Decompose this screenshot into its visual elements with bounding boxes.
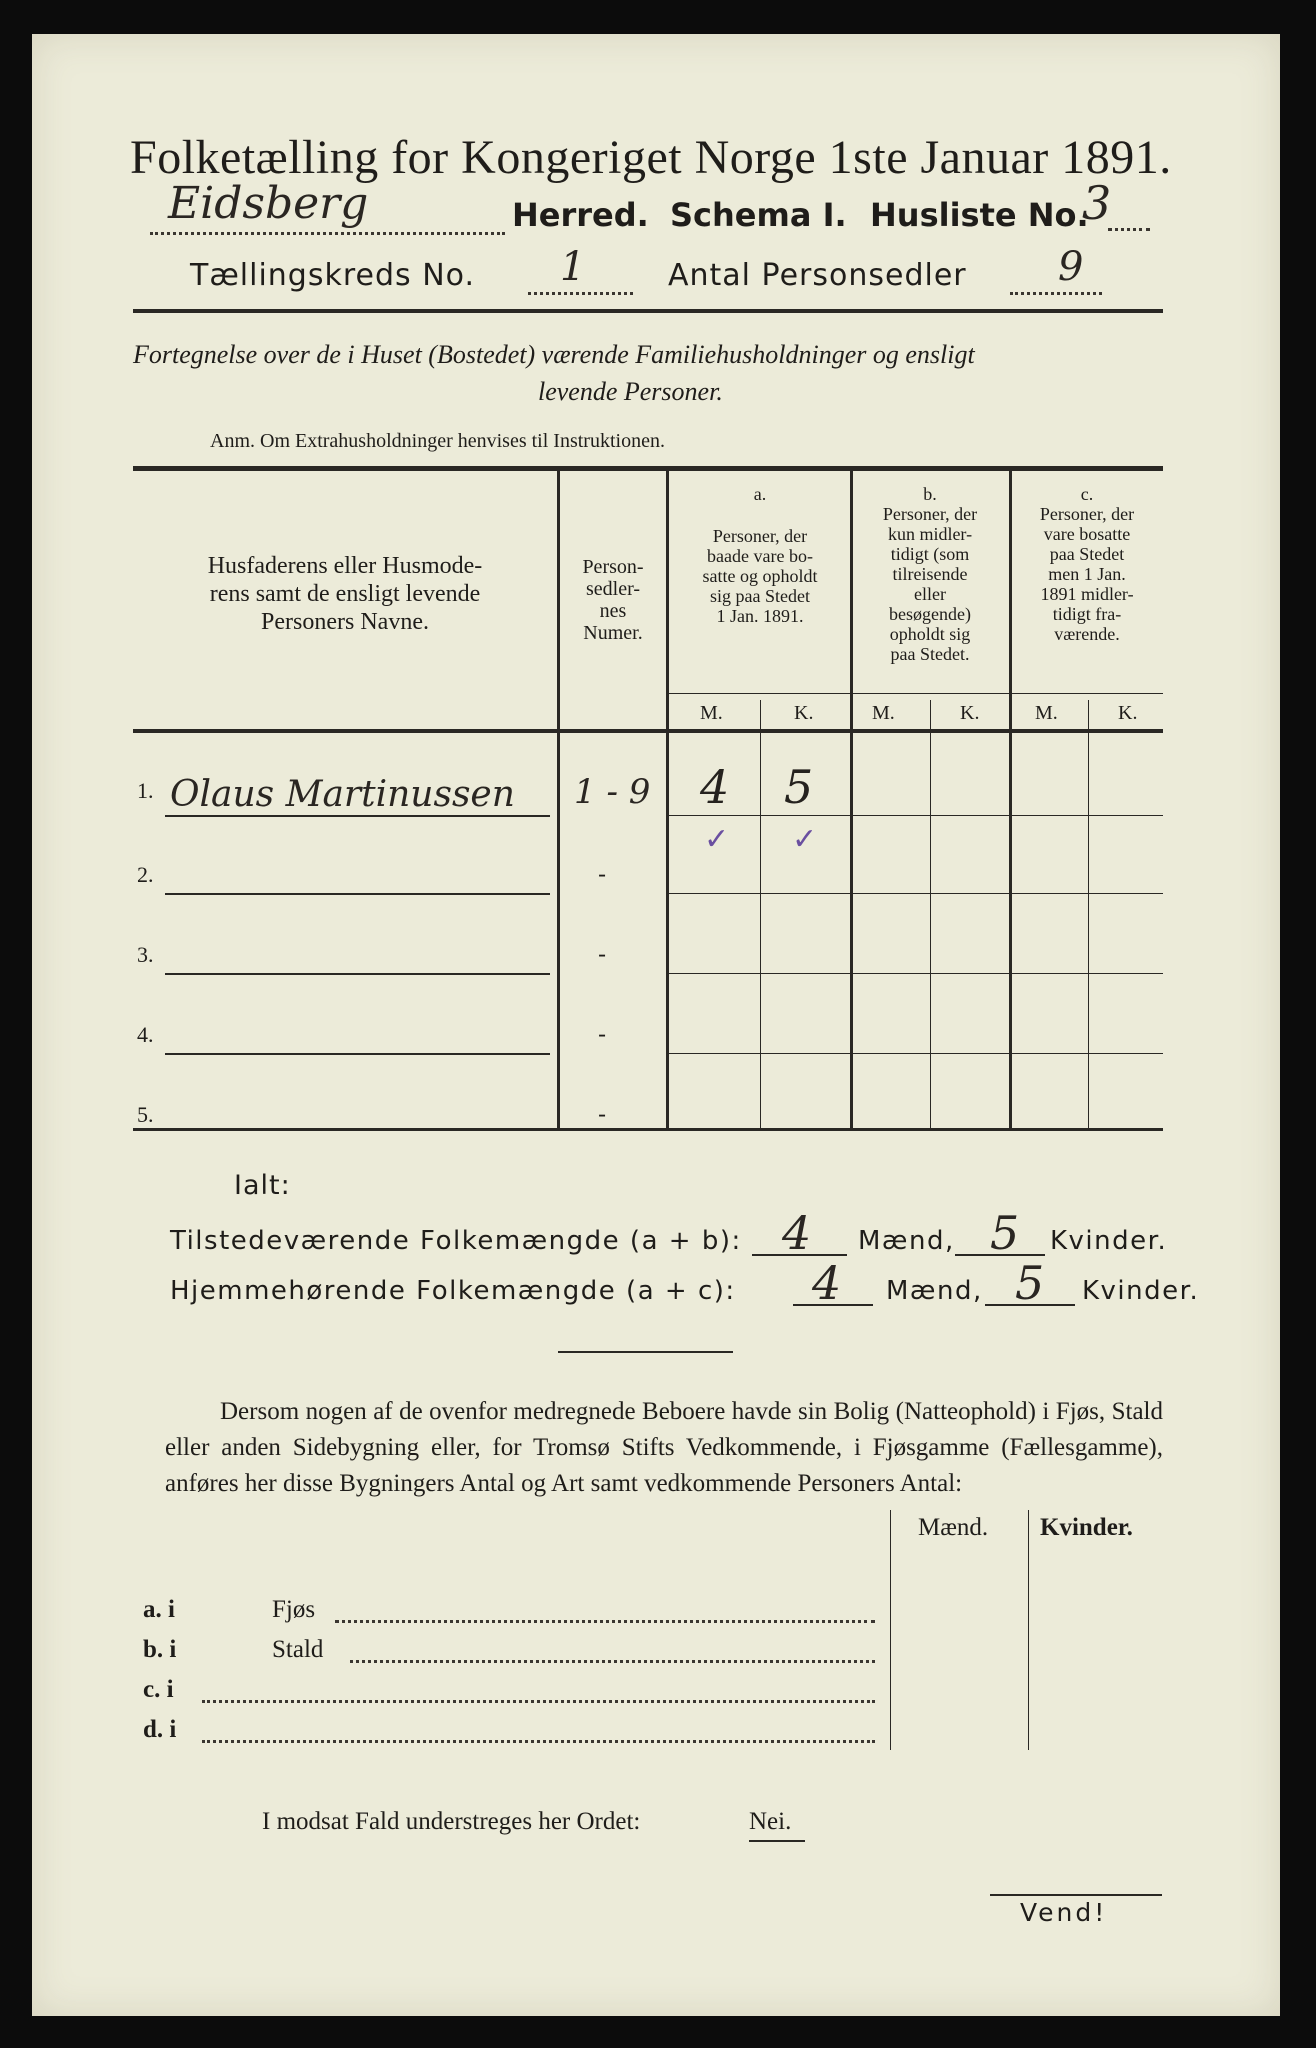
b-m-label: M. bbox=[872, 702, 895, 724]
col-head-b-7: opholdt sig bbox=[889, 624, 971, 644]
row-2-cells-rule bbox=[669, 893, 1163, 894]
total-present-kvinder: Kvinder. bbox=[1050, 1226, 1168, 1256]
antal-dots bbox=[1010, 286, 1102, 295]
item-d-dots bbox=[202, 1738, 875, 1743]
col-head-c-6: tidigt fra- bbox=[1052, 604, 1122, 624]
row-2-rule bbox=[165, 893, 550, 895]
row-1-number: 1. bbox=[137, 778, 154, 803]
col-head-c-2: vare bosatte bbox=[1043, 524, 1131, 544]
item-c-letter: c. i bbox=[143, 1676, 174, 1703]
col-head-c-4: men 1 Jan. bbox=[1048, 564, 1126, 584]
intro-note: Anm. Om Extrahusholdninger henvises til Instruktionen. bbox=[210, 430, 665, 452]
col-head-b-2: kun midler- bbox=[887, 524, 973, 544]
col-head-name bbox=[140, 552, 550, 636]
item-a-label: Fjøs bbox=[272, 1596, 316, 1623]
total-present-k: 5 bbox=[990, 1206, 1020, 1260]
herred-value: Eidsberg bbox=[168, 178, 369, 229]
a-k-label: K. bbox=[794, 702, 814, 724]
row-1-cells-rule bbox=[669, 815, 1163, 816]
row-3-numer: - bbox=[598, 940, 607, 968]
row-1-rule bbox=[165, 815, 550, 817]
col-head-a-4: sig paa Stedet bbox=[710, 586, 810, 606]
a-m-label: M. bbox=[700, 702, 723, 724]
form-title: Folketælling for Kongeriget Norge 1ste Januar 1891. bbox=[130, 131, 1172, 184]
col-head-a-2: baade vare bo- bbox=[707, 546, 813, 566]
item-a-dots bbox=[335, 1618, 875, 1623]
item-b-dots bbox=[350, 1658, 875, 1663]
col-head-b-letter: b. bbox=[923, 484, 937, 504]
row-3-number: 3. bbox=[137, 942, 154, 967]
total-present-label: Tilstedeværende Folkemængde (a + b): bbox=[170, 1226, 742, 1256]
col-head-b-3: tidigt (som bbox=[890, 544, 970, 564]
nei-word: Nei. bbox=[749, 1808, 792, 1835]
husliste-value: 3 bbox=[1082, 176, 1112, 230]
total-present-m: 4 bbox=[782, 1206, 812, 1260]
item-c-dots bbox=[202, 1698, 875, 1703]
intro-line-2: levende Personer. bbox=[538, 377, 723, 406]
vend-rule bbox=[990, 1894, 1162, 1896]
col-head-numer bbox=[562, 556, 664, 644]
col-head-a bbox=[672, 484, 848, 626]
col-head-numer-4: Numer. bbox=[583, 622, 643, 644]
table-bottom-rule bbox=[133, 1128, 1163, 1131]
col-head-a-3: satte og opholdt bbox=[702, 566, 818, 586]
col-head-b-1: Personer, der bbox=[882, 504, 978, 524]
list-maend-head: Mænd. bbox=[918, 1514, 989, 1541]
col-head-c-5: 1891 midler- bbox=[1040, 584, 1134, 604]
intro-line-1: Fortegnelse over de i Huset (Bostedet) værende Familiehusholdninger og ensligt bbox=[133, 340, 975, 369]
c-k-label: K. bbox=[1118, 702, 1138, 724]
col-head-b-6: besøgende) bbox=[889, 604, 971, 624]
list-kvinder-head: Kvinder. bbox=[1040, 1514, 1133, 1541]
modsat-text: I modsat Fald understreges her Ordet: bbox=[262, 1808, 641, 1835]
row-4-rule bbox=[165, 1053, 550, 1055]
col-head-name-3: Personers Navne. bbox=[261, 609, 429, 635]
row-5-number: 5. bbox=[137, 1102, 154, 1127]
vend-label: Vend! bbox=[1020, 1898, 1108, 1927]
item-b-label: Stald bbox=[272, 1636, 324, 1663]
header-rule bbox=[133, 309, 1163, 313]
nei-underline bbox=[749, 1840, 805, 1842]
outbuilding-paragraph: Dersom nogen af de ovenfor medregnede Beboere havde sin Bolig (Natteophold) i Fjøs, Stald eller anden Sidebygning eller, for Tromsø Stifts Vedkommende, i Fjøsgamme (Fællesgamme), anføres her disse Bygningers Antal og Art samt vedkommende Personers Antal: bbox=[165, 1398, 1163, 1497]
split-c bbox=[1088, 700, 1089, 1128]
col-head-c-3: paa Stedet bbox=[1049, 544, 1125, 564]
col-head-numer-2: sedler- bbox=[585, 578, 640, 600]
split-b bbox=[930, 700, 931, 1128]
col-head-name-2: rens samt de ensligt levende bbox=[209, 581, 481, 607]
row-4-numer: - bbox=[598, 1020, 607, 1048]
list-col-line-1 bbox=[890, 1510, 891, 1750]
husliste-label: Husliste No. bbox=[870, 196, 1089, 234]
col-head-a-letter: a. bbox=[753, 484, 767, 504]
c-m-label: M. bbox=[1035, 702, 1058, 724]
row-4-cells-rule bbox=[669, 1053, 1163, 1054]
col-head-b-8: paa Stedet. bbox=[890, 644, 970, 664]
split-a bbox=[760, 700, 761, 1128]
herred-label: Herred. bbox=[512, 196, 649, 234]
col-head-b-5: eller bbox=[914, 584, 946, 604]
total-resident-k: 5 bbox=[1015, 1256, 1045, 1310]
mk-rule bbox=[669, 693, 1163, 694]
husliste-dots bbox=[1108, 218, 1150, 231]
item-d-letter: d. i bbox=[143, 1716, 177, 1743]
col-line-numer bbox=[557, 470, 560, 1128]
col-head-b-4: tilreisende bbox=[892, 564, 968, 584]
col-head-numer-3: nes bbox=[599, 600, 627, 622]
col-head-a-5: 1 Jan. 1891. bbox=[716, 606, 804, 626]
total-resident-maend: Mænd, bbox=[886, 1276, 983, 1306]
antal-label: Antal Personsedler bbox=[668, 258, 967, 293]
item-a-letter: a. i bbox=[143, 1596, 175, 1623]
row-2-number: 2. bbox=[137, 862, 154, 887]
schema-label: Schema I. bbox=[670, 196, 847, 234]
row-3-cells-rule bbox=[669, 973, 1163, 974]
row-5-numer: - bbox=[598, 1100, 607, 1128]
ialt-label: Ialt: bbox=[234, 1170, 291, 1201]
col-head-name-1: Husfaderens eller Husmode- bbox=[207, 553, 483, 579]
row-1-a-k-check-icon: ✓ bbox=[792, 822, 818, 857]
col-head-c-1: Personer, der bbox=[1039, 504, 1135, 524]
row-1-numer: 1 - 9 bbox=[574, 772, 651, 812]
row-1-name: Olaus Martinussen bbox=[170, 774, 515, 815]
col-head-c bbox=[1011, 484, 1163, 644]
list-col-line-2 bbox=[1028, 1510, 1029, 1750]
col-head-c-letter: c. bbox=[1080, 484, 1094, 504]
row-1-a-m-check-icon: ✓ bbox=[704, 822, 730, 857]
col-head-a-1: Personer, der bbox=[712, 526, 808, 546]
col-head-c-7: værende. bbox=[1054, 624, 1120, 644]
census-form-page bbox=[32, 34, 1280, 2016]
col-line-a bbox=[666, 470, 669, 1128]
row-4-number: 4. bbox=[137, 1022, 154, 1047]
total-resident-m: 4 bbox=[812, 1256, 842, 1310]
row-1-a-m: 4 bbox=[700, 760, 730, 814]
kreds-value: 1 bbox=[560, 244, 586, 290]
total-present-maend: Mænd, bbox=[858, 1226, 955, 1256]
col-head-numer-1: Person- bbox=[582, 556, 644, 578]
row-2-numer: - bbox=[598, 860, 607, 888]
row-3-rule bbox=[165, 973, 550, 975]
b-k-label: K. bbox=[960, 702, 980, 724]
col-head-b bbox=[852, 484, 1008, 664]
item-b-letter: b. i bbox=[143, 1636, 177, 1663]
total-resident-kvinder: Kvinder. bbox=[1082, 1276, 1200, 1306]
total-resident-label: Hjemmehørende Folkemængde (a + c): bbox=[170, 1276, 736, 1306]
kreds-label: Tællingskreds No. bbox=[190, 258, 475, 293]
row-1-a-k: 5 bbox=[784, 760, 814, 814]
section-divider bbox=[558, 1351, 733, 1353]
antal-value: 9 bbox=[1058, 244, 1084, 290]
